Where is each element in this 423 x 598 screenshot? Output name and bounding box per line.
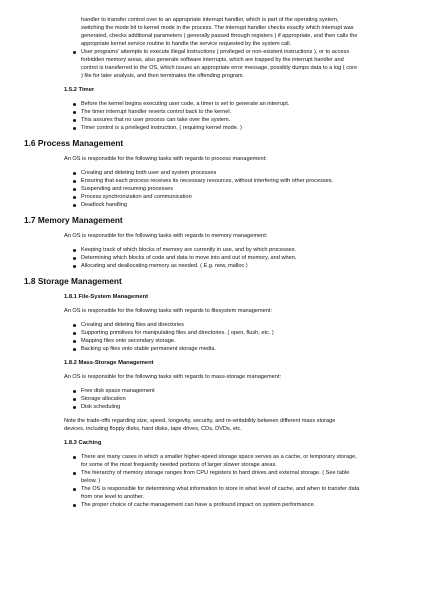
memory-lead: An OS is responsible for the following tasks with regards to memory management: — [64, 233, 268, 239]
section-heading-filesystem: 1.8.1 File-System Management — [64, 294, 149, 300]
memory-list — [24, 246, 383, 270]
list-item — [81, 469, 383, 485]
text-line: forbidden memory areas, also generate software interrupts, which are trapped by the interrupt handler and — [81, 57, 344, 63]
mass-storage-note — [24, 417, 383, 433]
intro-bullet-list — [24, 48, 383, 80]
text-line: Note the trade-offs regarding size, speed, longevity, security, and re-writability between different mass storage — [64, 418, 336, 424]
text-line: generated, checks additional parameters ( generally passed through registers ) if appropriate, and then calls the — [81, 33, 358, 39]
list-item — [81, 485, 383, 501]
list-item: Backing up files onto stable permanent storage media. — [81, 345, 383, 353]
section-heading-memory: 1.7 Memory Management — [24, 215, 123, 225]
list-item: Before the kernel begins executing user code, a timer is set to generate an interrupt. — [81, 100, 383, 108]
list-item: The timer interrupt handler reverts control back to the kernel. — [81, 108, 383, 116]
section-heading-timer: 1.5.2 Timer — [64, 87, 95, 93]
text-line: appropriate kernel service routine to handle the service requested by the system call. — [81, 41, 292, 47]
text-line: from one level to another. — [81, 494, 145, 500]
text-line: control is transferred to the OS, which issues an appropriate error message, possibly dumps data to a log ( core — [81, 65, 358, 71]
list-item: Storage allocation — [81, 395, 383, 403]
list-item: Process synchronization and communication — [81, 193, 383, 201]
list-item: Determining which blocks of code and data to move into and out of memory, and when. — [81, 254, 383, 262]
mass-storage-list — [24, 387, 383, 411]
list-item — [81, 48, 383, 80]
list-item: Mapping files onto secondary storage. — [81, 337, 383, 345]
intro-continuation — [24, 16, 383, 48]
text-line: The proper choice of cache management can have a profound impact on system performance. — [81, 502, 316, 508]
list-item: Disk scheduling — [81, 403, 383, 411]
list-item: Creating and deleting both user and system processes — [81, 169, 383, 177]
text-line: for some of the most frequently needed portions of larger slower storage areas. — [81, 462, 277, 468]
text-line: below. ) — [81, 478, 101, 484]
list-item: Allocating and deallocating memory as needed. ( E.g. new, malloc ) — [81, 262, 383, 270]
list-item: Supporting primitives for manipulating files and directories. ( open, flush, etc. ) — [81, 329, 383, 337]
text-line: devices, including floppy disks, hard disks, tape drives, CDs, DVDs, etc. — [64, 426, 242, 432]
text-line: ) file for later analysis, and then terminates the offending program. — [81, 73, 245, 79]
text-line: There are many cases in which a smaller higher-speed storage space serves as a cache, or temporary storage, — [81, 454, 357, 460]
mass-storage-lead: An OS is responsible for the following tasks with regards to mass-storage management: — [64, 374, 282, 380]
list-item — [81, 453, 383, 469]
list-item: Suspending and resuming processes — [81, 185, 383, 193]
process-list — [24, 169, 383, 209]
text-line: handler to transfer control over to an appropriate interrupt handler, which is part of the operating system, — [81, 17, 339, 23]
filesystem-list — [24, 321, 383, 353]
text-line: User programs' attempts to execute illegal instructions ( privileged or non-existent instructions ), or to access — [81, 49, 350, 55]
list-item: Timer control is a privileged instruction, ( requiring kernel mode. ) — [81, 124, 383, 132]
list-item: This assures that no user process can take over the system. — [81, 116, 383, 124]
list-item: Creating and deleting files and directories — [81, 321, 383, 329]
section-heading-storage: 1.8 Storage Management — [24, 276, 122, 286]
filesystem-lead: An OS is responsible for the following tasks with regards to filesystem management: — [64, 308, 272, 314]
list-item — [81, 501, 383, 509]
timer-list — [24, 100, 383, 132]
list-item: Keeping track of which blocks of memory are currently in use, and by which processes. — [81, 246, 383, 254]
text-line: switching the mode bit to kernel mode in the process. The interrupt handler checks exactly which interrupt was — [81, 25, 354, 31]
section-heading-process: 1.6 Process Management — [24, 138, 124, 148]
list-item: Free disk space management — [81, 387, 383, 395]
caching-list — [24, 453, 383, 509]
process-lead: An OS is responsible for the following tasks with regards to process management: — [64, 156, 267, 162]
section-heading-mass-storage: 1.8.2 Mass-Storage Management — [64, 360, 154, 366]
text-line: The hierarchy of memory storage ranges from CPU registers to hard drives and external storage. ( See table — [81, 470, 350, 476]
section-heading-caching: 1.8.3 Caching — [64, 440, 102, 446]
list-item: Deadlock handling — [81, 201, 383, 209]
text-line: The OS is responsible for determining what information to store in what level of cache, and when to transfer data — [81, 486, 360, 492]
list-item: Ensuring that each process receives its necessary resources, without interfering with other processes. — [81, 177, 383, 185]
